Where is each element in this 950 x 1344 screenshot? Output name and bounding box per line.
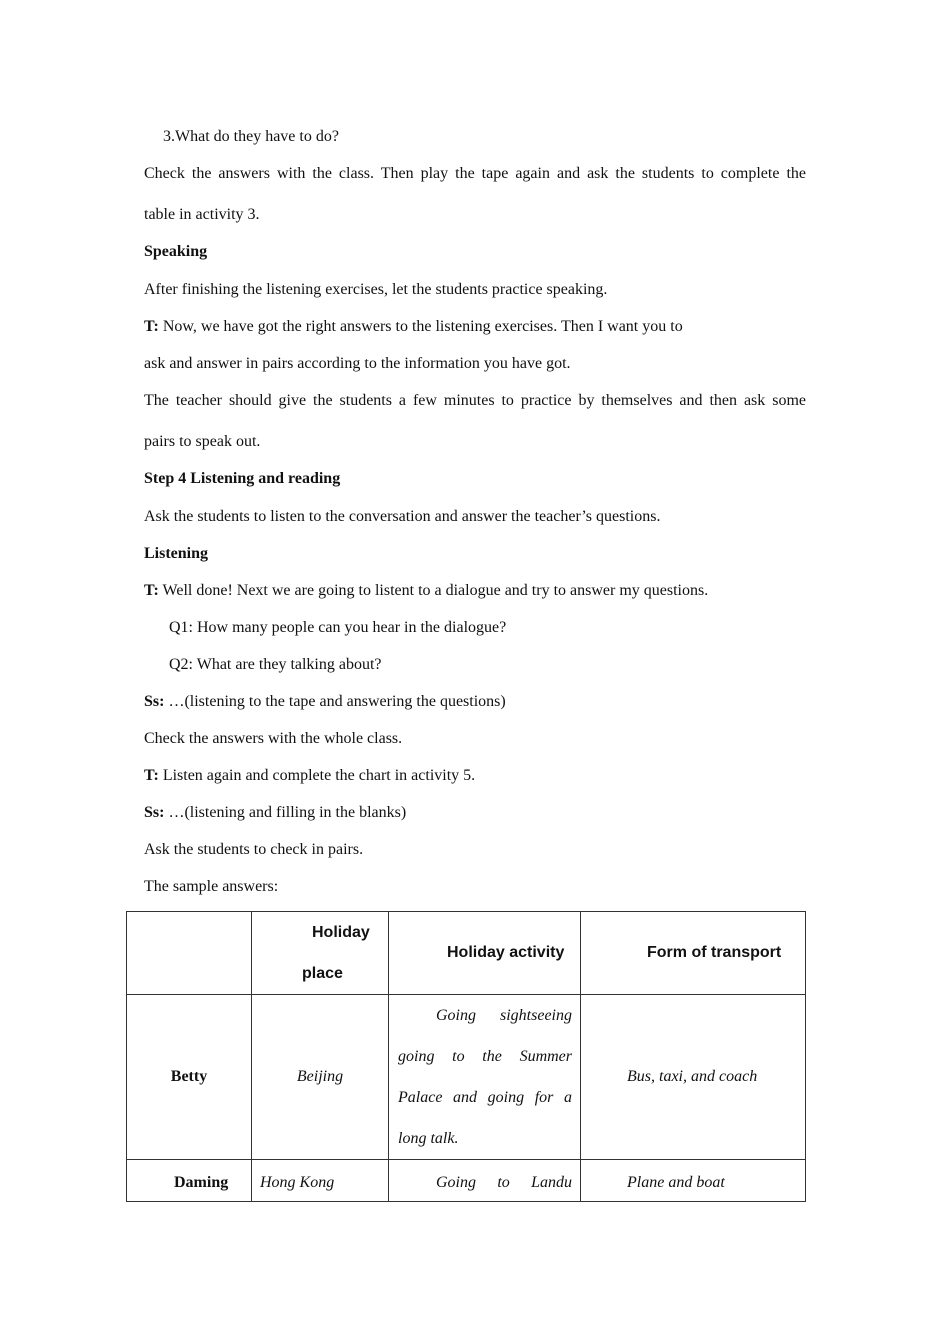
students-line-2 xyxy=(144,803,806,823)
check-answers-line: Check the answers with the class. Then play the tape again and ask the students to complete the xyxy=(144,165,806,182)
table-row xyxy=(127,995,806,1160)
teacher-line-1 xyxy=(144,317,806,337)
activity-line: Going to Landu xyxy=(436,1173,572,1191)
question-q1: Q1: How many people can you hear in the dialogue? xyxy=(169,619,507,636)
listening-heading: Listening xyxy=(144,545,209,562)
speaker-text: Now, we have got the right answers to the listening exercises. Then I want you to xyxy=(162,318,683,335)
row-activity-cell xyxy=(389,1160,581,1202)
header-form-of-transport: Form of transport xyxy=(581,912,806,995)
activity-line: Going sightseeing xyxy=(436,1007,572,1024)
teacher-line-2 xyxy=(144,581,806,601)
speaker-label: T: xyxy=(144,318,159,335)
sample-answers-table xyxy=(126,911,806,1202)
speaker-label: T: xyxy=(144,767,159,784)
question-3: 3.What do they have to do? xyxy=(163,128,339,145)
row-name-cell: Betty xyxy=(127,995,252,1160)
header-holiday-activity: Holiday activity xyxy=(389,912,581,995)
speaker-label: T: xyxy=(144,582,159,599)
check-answers-line-cont: table in activity 3. xyxy=(144,206,260,223)
row-place-cell: Beijing xyxy=(252,995,389,1160)
table-header-row xyxy=(127,912,806,995)
table-row xyxy=(127,1160,806,1202)
speaker-text: Listen again and complete the chart in activity 5. xyxy=(162,767,476,784)
speaking-heading: Speaking xyxy=(144,243,208,260)
teacher-instruction: The teacher should give the students a few minutes to practice by themselves and then ask some xyxy=(144,392,806,409)
speaker-label: Ss: xyxy=(144,693,165,710)
row-activity-cell xyxy=(389,995,581,1160)
activity-line: long talk. xyxy=(398,1130,459,1147)
speaker-text: …(listening to the tape and answering the questions) xyxy=(168,693,506,710)
header-place-line-1: Holiday xyxy=(312,924,370,941)
speaker-label: Ss: xyxy=(144,804,165,821)
check-whole-class-line: Check the answers with the whole class. xyxy=(144,730,403,747)
row-transport-cell: Bus, taxi, and coach xyxy=(581,995,806,1160)
activity-line: Palace and going for a xyxy=(398,1089,572,1106)
sample-answers-label: The sample answers: xyxy=(144,878,279,895)
check-pairs-line: Ask the students to check in pairs. xyxy=(144,841,364,858)
teacher-line-3 xyxy=(144,766,806,786)
activity-line: going to the Summer xyxy=(398,1048,572,1065)
teacher-instruction-cont: pairs to speak out. xyxy=(144,433,261,450)
speaker-text: Well done! Next we are going to listent to a dialogue and try to answer my questions. xyxy=(162,582,709,599)
step-4-heading: Step 4 Listening and reading xyxy=(144,470,341,487)
header-holiday-place xyxy=(252,912,389,995)
after-listening-line: After finishing the listening exercises, let the students practice speaking. xyxy=(144,281,608,298)
row-place-cell: Hong Kong xyxy=(252,1160,389,1202)
teacher-line-1-cont: ask and answer in pairs according to the information you have got. xyxy=(144,355,571,372)
students-line-1 xyxy=(144,692,806,712)
speaker-text: …(listening and filling in the blanks) xyxy=(168,804,407,821)
row-transport-cell: Plane and boat xyxy=(581,1160,806,1202)
ask-listen-line: Ask the students to listen to the conversation and answer the teacher’s questions. xyxy=(144,508,661,525)
header-place-line-2: place xyxy=(302,965,343,982)
header-blank-cell xyxy=(127,912,252,995)
question-q2: Q2: What are they talking about? xyxy=(169,656,382,673)
row-name-cell: Daming xyxy=(127,1160,252,1202)
